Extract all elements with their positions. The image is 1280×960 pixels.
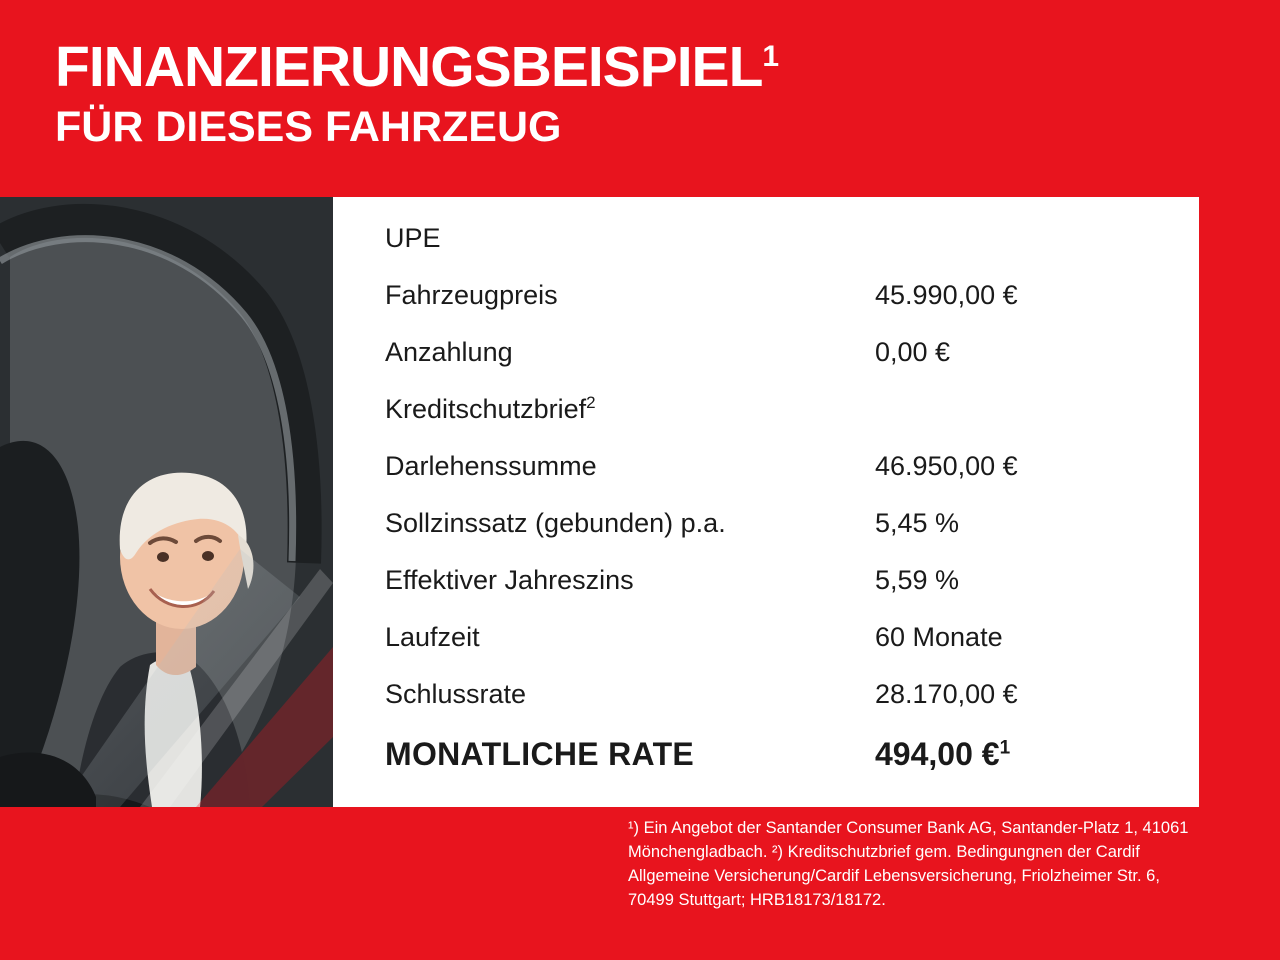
row-label-text: Kreditschutzbrief (385, 394, 587, 424)
table-row (385, 508, 1159, 565)
row-label-text: Effektiver Jahreszins (385, 565, 634, 595)
row-value: 5,59 % (875, 565, 960, 595)
table-row (385, 337, 1159, 394)
vehicle-photo (0, 197, 333, 807)
table-row (385, 451, 1159, 508)
row-label (385, 565, 875, 596)
table-row (385, 280, 1159, 337)
legal-footnote: ¹) Ein Angebot der Santander Consumer Bank AG, Santander-Platz 1, 41061 Mönchengladbach. ²) Kreditschutzbrief gem. Bedingungnen der Cardif Allgemeine Versicherung/Cardif Lebensversicherung, Friolzheimer Str. 6, 70499 Stuttgart; HRB18173/18172. (628, 819, 1189, 910)
row-value: 28.170,00 € (875, 679, 1018, 709)
row-label-text: Anzahlung (385, 337, 513, 367)
table-row (385, 622, 1159, 679)
row-label-text: Darlehenssumme (385, 451, 597, 481)
monthly-rate-amount: 494,00 € (875, 736, 1000, 772)
row-label-text: Laufzeit (385, 622, 480, 652)
row-label (385, 451, 875, 482)
row-label (385, 508, 875, 539)
monthly-rate-row (385, 736, 1159, 798)
row-label (385, 394, 875, 425)
header-title-line2: FÜR DIESES FAHRZEUG (55, 102, 562, 151)
row-value: 45.990,00 € (875, 280, 1018, 310)
row-label (385, 679, 875, 710)
table-row (385, 565, 1159, 622)
row-label-text: Fahrzeugpreis (385, 280, 558, 310)
row-label (385, 223, 875, 254)
poster-header (55, 35, 1205, 151)
table-row (385, 394, 1159, 451)
monthly-rate-value (875, 736, 1010, 773)
row-label-text: UPE (385, 223, 441, 253)
row-label (385, 622, 875, 653)
row-label-text: Schlussrate (385, 679, 527, 709)
row-label (385, 280, 875, 311)
row-label-text: Sollzinssatz (gebunden) p.a. (385, 508, 726, 538)
monthly-rate-footnote-marker: 1 (999, 737, 1011, 759)
header-title-line1-text: FINANZIERUNGSBEISPIEL (55, 35, 763, 99)
row-value: 46.950,00 € (875, 451, 1018, 481)
table-row (385, 223, 1159, 280)
header-title-footnote-marker: 1 (762, 40, 779, 73)
table-row (385, 679, 1159, 736)
row-label (385, 337, 875, 368)
row-value: 0,00 € (875, 337, 951, 367)
row-value: 60 Monate (875, 622, 1003, 652)
header-title-line1 (55, 35, 1205, 99)
monthly-rate-label: MONATLICHE RATE (385, 736, 695, 772)
financing-table-panel (333, 197, 1199, 807)
row-value: 5,45 % (875, 508, 960, 538)
row-label-footnote-marker: 2 (586, 393, 596, 412)
photo-illustration (0, 197, 333, 807)
